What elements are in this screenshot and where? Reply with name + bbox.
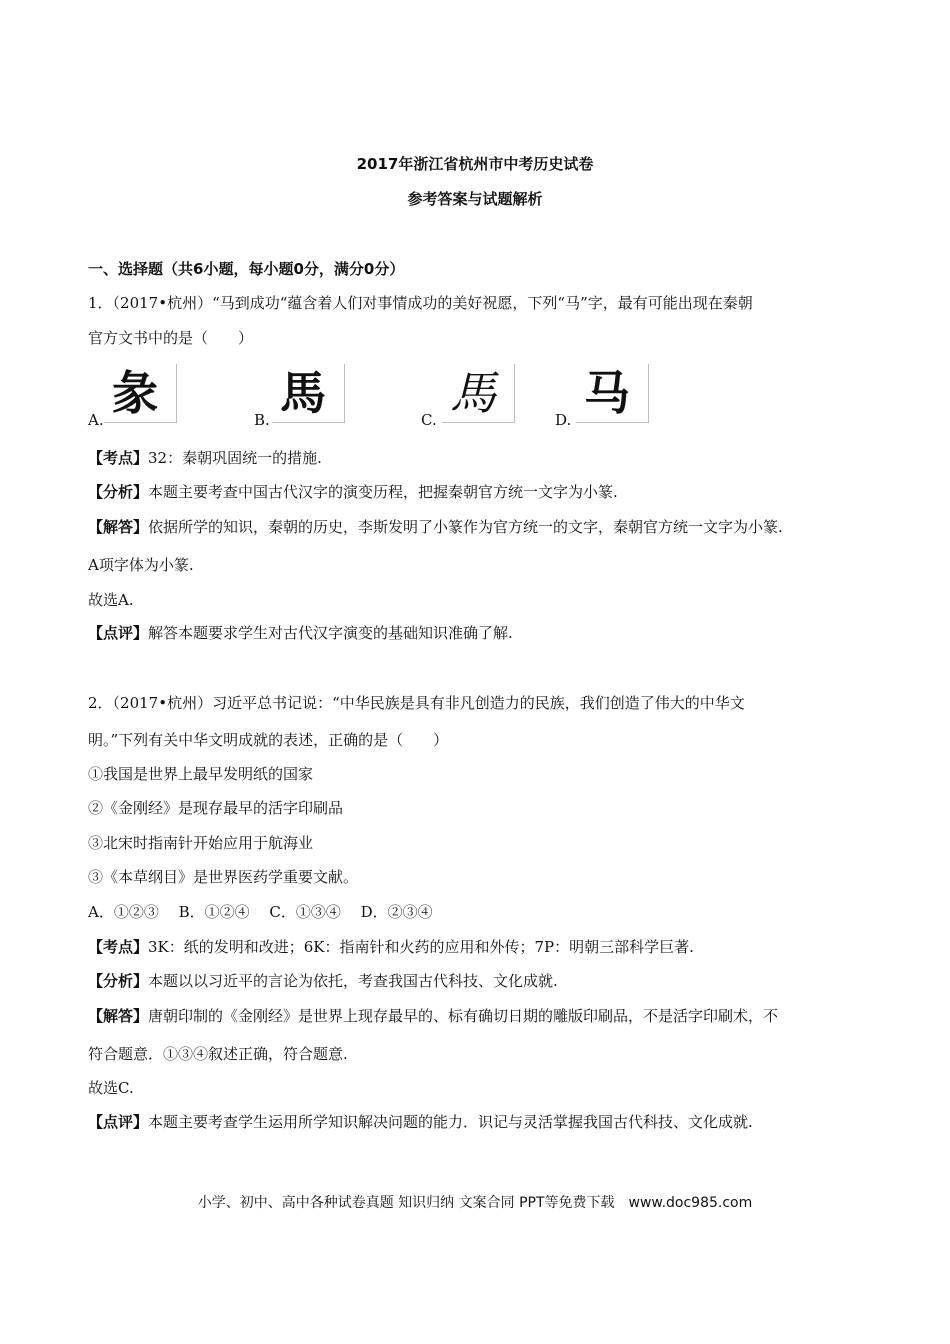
q2-item-2: ②《金刚经》是现存最早的活字印刷品: [88, 799, 344, 817]
q2-stem-line1: 2．（2017•杭州）习近平总书记说：“中华民族是具有非凡创造力的民族，我们创造了伟大的中华文: [88, 694, 745, 712]
glyph: 马: [584, 366, 630, 420]
glyph: 馬: [280, 366, 326, 420]
option-letter: B.: [254, 411, 270, 429]
option-letter: C.: [421, 411, 437, 429]
dianping-tag: 【点评】: [88, 624, 149, 642]
simplified-ma-image: [576, 364, 649, 423]
page-footer: 小学、初中、高中各种试卷真题 知识归纳 文案合同 PPT等免费下载 www.doc985.com: [197, 1195, 753, 1211]
cursive-script-ma-image: [442, 364, 515, 423]
q1-kaodian: [88, 448, 322, 468]
jieda-tag: 【解答】: [88, 1007, 149, 1025]
fenxi-text: 本题以以习近平的言论为依托，考查我国古代科技、文化成就.: [148, 972, 558, 990]
q2-answer: 故选C.: [88, 1079, 134, 1097]
fenxi-tag: 【分析】: [88, 972, 149, 990]
q2-item-3: ③北宋时指南针开始应用于航海业: [88, 834, 314, 852]
q1-answer: 故选A.: [88, 591, 134, 609]
q1-jieda: [88, 517, 783, 537]
q1-stem-line2: 官方文书中的是（ ）: [88, 329, 254, 347]
q2-jieda: [88, 1006, 778, 1026]
fenxi-text: 本题主要考查中国古代汉字的演变历程，把握秦朝官方统一文字为小篆.: [148, 483, 618, 501]
q2-dianping: [88, 1112, 753, 1132]
q2-item-4: ③《本草纲目》是世界医药学重要文献。: [88, 868, 359, 886]
dianping-tag: 【点评】: [88, 1113, 149, 1131]
jieda-text: 依据所学的知识，秦朝的历史，李斯发明了小篆作为官方统一的文字，秦朝官方统一文字为小篆.: [148, 518, 783, 536]
fenxi-tag: 【分析】: [88, 483, 149, 501]
q1-dianping: [88, 623, 513, 643]
dianping-text: 解答本题要求学生对古代汉字演变的基础知识准确了解.: [148, 624, 513, 642]
clerical-script-ma-image: [272, 364, 345, 423]
dianping-text: 本题主要考查学生运用所学知识解决问题的能力．识记与灵活掌握我国古代科技、文化成就.: [148, 1113, 753, 1131]
kaodian-text: 3K：纸的发明和改进；6K：指南针和火药的应用和外传；7P：明朝三部科学巨著.: [148, 938, 694, 956]
q2-item-1: ①我国是世界上最早发明纸的国家: [88, 765, 314, 783]
q2-jieda-cont: 符合题意．①③④叙述正确，符合题意.: [88, 1045, 348, 1063]
q1-fenxi: [88, 482, 618, 502]
q1-stem-line1: 1．（2017•杭州）“马到成功“蕴含着人们对事情成功的美好祝愿，下列“马”字，最有可能出现在秦朝: [88, 294, 753, 312]
glyph: 馬: [450, 366, 496, 420]
q2-choices[interactable]: A．①②③ B．①②④ C．①③④ D．②③④: [88, 903, 433, 921]
q1-jieda-cont: A项字体为小篆.: [88, 556, 194, 574]
page-subtitle: 参考答案与试题解析: [407, 190, 543, 208]
jieda-text: 唐朝印制的《金刚经》是世界上现存最早的、标有确切日期的雕版印刷品，不是活字印刷术，不: [148, 1007, 779, 1025]
option-letter: D.: [555, 411, 572, 429]
seal-script-ma-image: [104, 364, 177, 423]
q2-kaodian: [88, 937, 694, 957]
option-letter: A.: [88, 411, 104, 429]
kaodian-text: 32：秦朝巩固统一的措施.: [148, 449, 322, 467]
glyph: 彖: [112, 366, 158, 420]
kaodian-tag: 【考点】: [88, 938, 149, 956]
jieda-tag: 【解答】: [88, 518, 149, 536]
section-heading: 一、选择题（共6小题，每小题0分，满分0分）: [88, 260, 405, 278]
page-title: 2017年浙江省杭州市中考历史试卷: [356, 155, 594, 173]
q2-stem-line2: 明。”下列有关中华文明成就的表述，正确的是（ ）: [88, 731, 449, 749]
q2-fenxi: [88, 971, 558, 991]
kaodian-tag: 【考点】: [88, 449, 149, 467]
